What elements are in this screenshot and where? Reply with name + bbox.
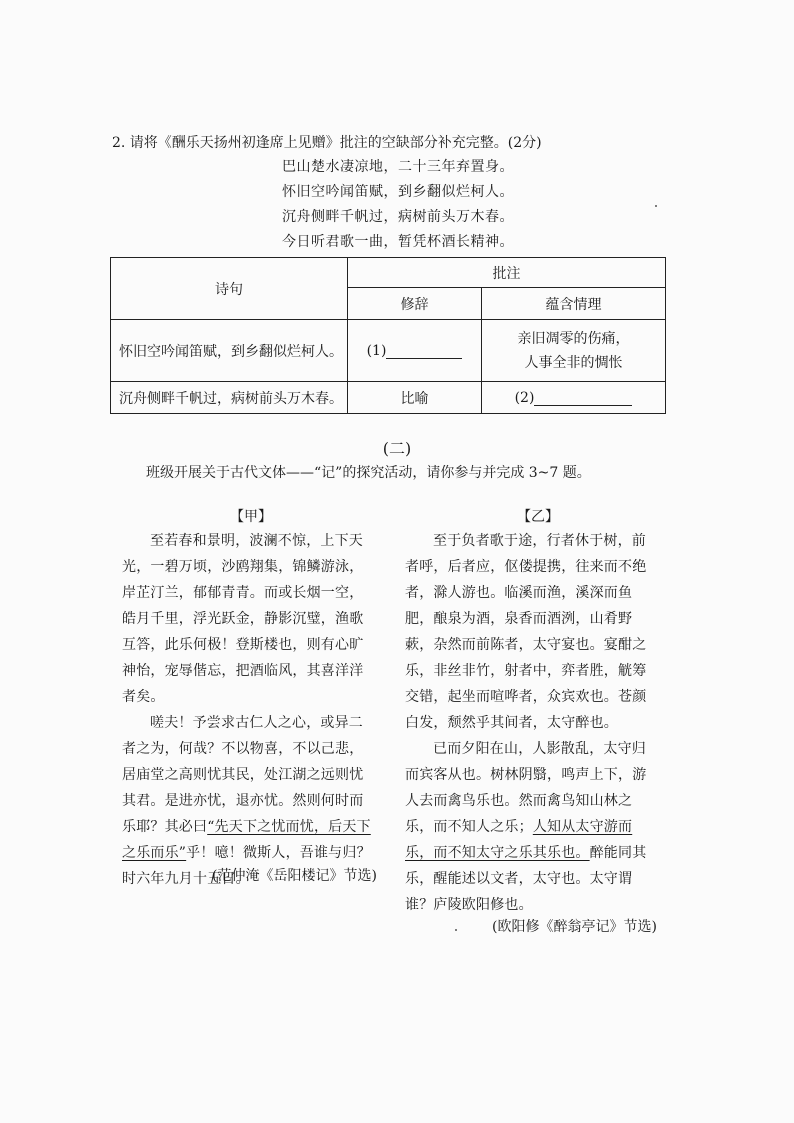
row2-poem: 沉舟侧畔千帆过，病树前头万木春。 bbox=[111, 382, 348, 414]
row1-rhetoric-cell bbox=[348, 320, 482, 382]
row1-emotion-line-1: 亲旧凋零的伤痛， bbox=[517, 330, 630, 347]
passage-jia-source: (范仲淹《岳阳楼记》节选) bbox=[212, 868, 377, 884]
passage-yi-heading: 【乙】 bbox=[517, 509, 559, 525]
row2-rhetoric: 比喻 bbox=[348, 382, 482, 414]
jia-p2-text-end: 乎！噫！微斯人，吾谁与归？时六年九月十五日。 bbox=[122, 845, 371, 887]
annotation-table bbox=[110, 257, 666, 414]
yi-paragraph-2 bbox=[405, 736, 657, 918]
passage-yi-source: (欧阳修《醉翁亭记》节选) bbox=[492, 919, 657, 935]
header-annotation: 批注 bbox=[348, 258, 666, 288]
yi-p2-text: 已而夕阳在山，人影散乱，太守归而宾客从也。树林阴翳，鸣声上下，游人去而禽鸟乐也。然而禽鸟知山林之乐，而不知人之乐； bbox=[405, 741, 647, 835]
poem-line-1: 巴山楚水凄凉地，二十三年弃置身。 bbox=[282, 159, 514, 175]
header-rhetoric: 修辞 bbox=[348, 288, 482, 320]
yi-paragraph-1: 至于负者歌于途，行者休于树，前者呼，后者应，伛偻提携，往来而不绝者，滁人游也。临溪而渔，溪深而鱼肥，酿泉为酒，泉香而酒洌，山肴野蔌，杂然而前陈者，太守宴也。宴酣之乐，非丝非竹，射者中，弈者胜，觥筹交错，起坐而喧哗者，众宾欢也。苍颜白发，颓然乎其间者，太守醉也。 bbox=[405, 533, 647, 731]
jia-underlined-sentence: “先天下之忧而忧，后天下之乐而乐” bbox=[122, 819, 371, 861]
section-intro: 班级开展关于古代文体——“记”的探究活动，请你参与并完成 3~7 题。 bbox=[146, 465, 591, 481]
scan-speck bbox=[455, 929, 457, 931]
answer-blank-2[interactable] bbox=[534, 391, 632, 406]
yi-p2-text-end: 醉能同其乐，醒能述以文者，太守也。太守谓谁？庐陵欧阳修也。 bbox=[405, 845, 647, 913]
row2-blank-label: (2) bbox=[514, 389, 535, 406]
row2-emotion-cell bbox=[482, 382, 666, 414]
question-2-prompt: 2. 请将《酬乐天扬州初逢席上见赠》批注的空缺部分补充完整。(2分) bbox=[112, 135, 542, 151]
header-emotion: 蕴含情理 bbox=[482, 288, 666, 320]
scan-speck bbox=[655, 205, 657, 207]
jia-p2-text: 嗟夫！予尝求古仁人之心，或异二者之为，何哉？不以物喜，不以己悲，居庙堂之高则忧其民，处江湖之远则忧其君。是进亦忧，退亦忧。然则何时而乐耶？其必曰 bbox=[122, 715, 364, 835]
row1-poem: 怀旧空吟闻笛赋，到乡翻似烂柯人。 bbox=[111, 320, 348, 382]
passage-jia bbox=[122, 528, 372, 892]
answer-blank-1[interactable] bbox=[386, 344, 462, 359]
poem-line-2: 怀旧空吟闻笛赋，到乡翻似烂柯人。 bbox=[282, 184, 514, 200]
jia-paragraph-1: 至若春和景明，波澜不惊，上下天光，一碧万顷，沙鸥翔集，锦鳞游泳，岸芷汀兰，郁郁青青。而或长烟一空，皓月千里，浮光跃金，静影沉璧，渔歌互答，此乐何极！登斯楼也，则有心旷神怡，宠辱偕忘，把酒临风，其喜洋洋者矣。 bbox=[122, 533, 364, 705]
passage-jia-heading: 【甲】 bbox=[230, 509, 272, 525]
yi-underlined-sentence: 人知从太守游而乐，而不知太守之乐其乐也。 bbox=[405, 819, 633, 861]
header-poem: 诗句 bbox=[111, 258, 348, 320]
poem-line-3: 沉舟侧畔千帆过，病树前头万木春。 bbox=[282, 209, 514, 225]
row1-emotion-cell bbox=[482, 320, 666, 382]
section-title: (二) bbox=[382, 439, 412, 458]
passage-yi bbox=[405, 528, 657, 918]
row1-blank-label: (1) bbox=[366, 342, 387, 359]
poem-line-4: 今日听君歌一曲，暂凭杯酒长精神。 bbox=[282, 234, 514, 250]
row1-emotion-line-2: 人事全非的惆怅 bbox=[524, 354, 623, 371]
